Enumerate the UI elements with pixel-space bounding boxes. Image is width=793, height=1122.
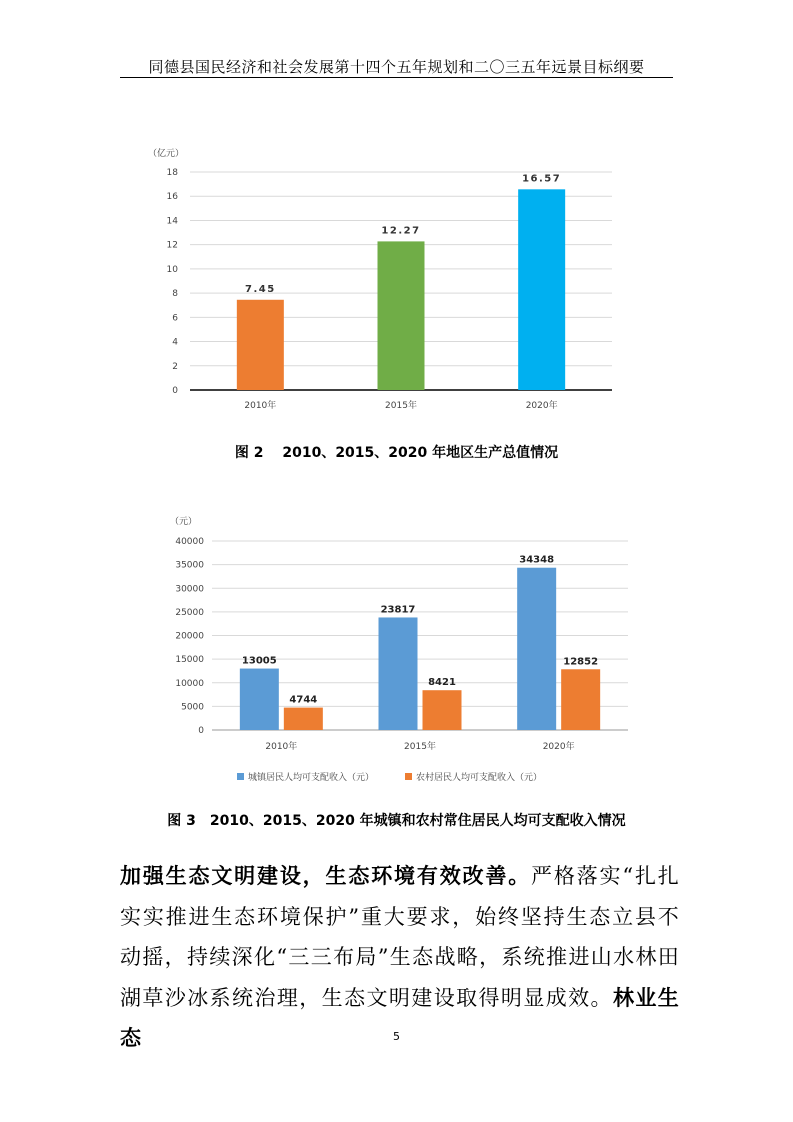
header-rule [120,77,673,78]
y-tick-label: 25000 [175,607,204,618]
body-lead-bold: 加强生态文明建设，生态环境有效改善。 [120,863,532,888]
legend-swatch [405,773,412,780]
legend-label: 农村居民人均可支配收入（元） [416,773,543,783]
y-tick-label: 8 [172,289,178,300]
document-header-title: 同德县国民经济和社会发展第十四个五年规划和二〇三五年远景目标纲要 [148,58,645,76]
figure-2-caption: 图 2 2010、2015、2020 年地区生产总值情况 [234,445,559,461]
bar [518,189,565,390]
x-tick-label: 2010年 [244,401,277,411]
y-tick-label: 10000 [175,678,204,689]
y-tick-label: 35000 [175,560,204,571]
body-tail-bold: 林业生态 [120,984,680,1050]
data-label: 13005 [241,655,277,667]
y-tick-label: 0 [198,726,204,736]
figure-3-caption: 图 3 2010、2015、2020 年城镇和农村常住居民人均可支配收入情况 [167,813,626,829]
y-tick-label: 14 [166,216,178,227]
y-tick-label: 4 [172,337,178,348]
data-label: 7.45 [244,283,276,295]
y-tick-label: 15000 [175,655,204,666]
y-tick-label: 20000 [175,631,204,642]
x-tick-label: 2020年 [525,401,558,411]
y-tick-label: 18 [166,168,178,178]
y-tick-label: 40000 [175,537,204,547]
legend-swatch [237,773,244,780]
y-tick-label: 10 [166,264,178,275]
data-label: 12852 [563,656,599,668]
y-tick-label: 12 [166,240,178,251]
bar [378,241,425,390]
bar [517,568,556,730]
bar [379,617,418,730]
body-paragraph [120,856,680,1059]
data-label: 4744 [289,694,318,706]
data-label: 12.27 [381,225,421,237]
data-label: 23817 [380,604,416,616]
data-label: 8421 [428,677,456,689]
page-number: 5 [393,1030,400,1043]
x-tick-label: 2015年 [404,742,436,752]
x-tick-label: 2010年 [265,742,298,752]
x-tick-label: 2015年 [385,401,417,411]
y-axis-unit-label: （元） [170,517,198,527]
body-text: 严格落实“扎扎实实推进生态环境保护”重大要求，始终坚持生态立县不动摇，持续深化“三三布局”生态战略，系统推进山水林田湖草沙冰系统治理，生态文明建设取得明显成效。 [120,864,680,1010]
y-tick-label: 5000 [181,702,204,713]
x-tick-label: 2020年 [542,742,575,752]
y-tick-label: 30000 [175,584,204,595]
data-label: 16.57 [522,173,562,185]
bar [284,708,323,730]
y-tick-label: 0 [172,386,178,396]
y-axis-unit-label: （亿元） [148,149,185,159]
bar [237,300,284,390]
y-tick-label: 2 [172,361,178,372]
gdp-bar-chart [0,140,793,420]
bar [561,669,600,730]
legend-label: 城镇居民人均可支配收入（元） [248,773,375,783]
data-label: 34348 [519,554,555,566]
bar [240,669,279,730]
bar [423,690,462,730]
y-tick-label: 16 [166,192,178,203]
income-bar-chart [0,508,793,808]
y-tick-label: 6 [172,313,178,324]
